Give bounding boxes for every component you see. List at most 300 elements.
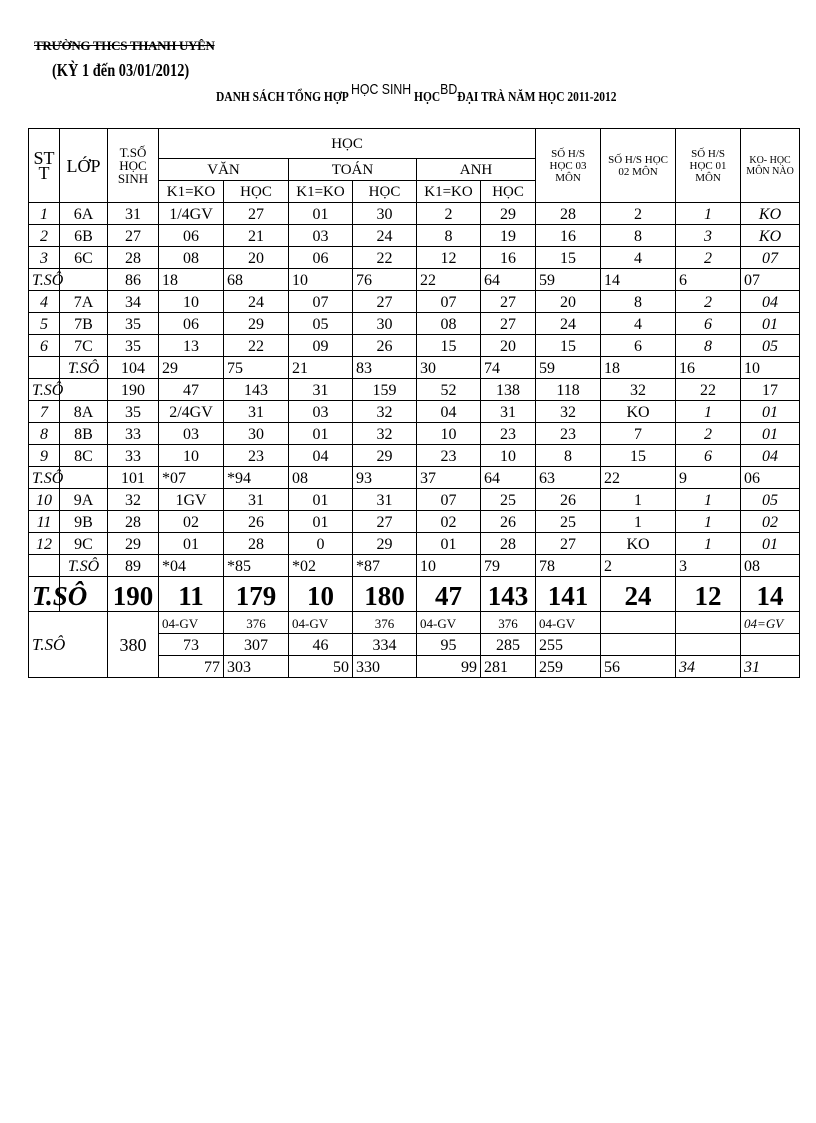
title-part-d: BD: [440, 81, 458, 98]
value-cell: 3: [676, 225, 741, 247]
table-row: [29, 423, 800, 445]
value-cell: 04: [741, 291, 800, 313]
value-cell: 03: [289, 225, 353, 247]
value-cell: 35: [108, 401, 159, 423]
class-cell: 8C: [60, 445, 108, 467]
stt-cell: [29, 555, 60, 577]
value-cell: 143: [481, 577, 536, 612]
value-cell: 9: [676, 467, 741, 489]
value-cell: 1: [601, 511, 676, 533]
value-cell: 35: [108, 335, 159, 357]
value-cell: 32: [353, 423, 417, 445]
stt-cell: T.SÔ: [29, 577, 60, 612]
value-cell: 101: [108, 467, 159, 489]
value-cell: *85: [224, 555, 289, 577]
value-cell: 2: [601, 555, 676, 577]
value-cell: 04: [289, 445, 353, 467]
value-cell: 14: [741, 577, 800, 612]
value-cell: 07: [289, 291, 353, 313]
period-label: (KỲ 1 đến 03/01/2012): [52, 60, 190, 80]
value-cell: 28: [224, 533, 289, 555]
value-cell: 59: [536, 357, 601, 379]
col-stt: ST T: [29, 129, 60, 203]
value-cell: 10: [289, 269, 353, 291]
summary-table: [28, 128, 800, 678]
value-cell: 74: [481, 357, 536, 379]
final-cell: 330: [353, 656, 417, 678]
title-part-a: DANH SÁCH TỔNG HỢP: [216, 90, 349, 105]
value-cell: 32: [108, 489, 159, 511]
value-cell: 19: [481, 225, 536, 247]
value-cell: 22: [676, 379, 741, 401]
value-cell: 06: [159, 313, 224, 335]
value-cell: 10: [159, 291, 224, 313]
stt-cell: T.SÔ: [29, 379, 60, 401]
final-cell: 34: [676, 656, 741, 678]
value-cell: 28: [108, 247, 159, 269]
value-cell: 138: [481, 379, 536, 401]
value-cell: 75: [224, 357, 289, 379]
value-cell: 6: [601, 335, 676, 357]
page-title: [216, 81, 617, 106]
class-cell: 7C: [60, 335, 108, 357]
value-cell: 22: [353, 247, 417, 269]
class-cell: 6C: [60, 247, 108, 269]
value-cell: 01: [289, 489, 353, 511]
table-row: [29, 247, 800, 269]
value-cell: 31: [353, 489, 417, 511]
stt-cell: 9: [29, 445, 60, 467]
final-cell: 376: [224, 612, 289, 634]
stt-cell: 5: [29, 313, 60, 335]
value-cell: 04: [417, 401, 481, 423]
value-cell: 159: [353, 379, 417, 401]
value-cell: 02: [417, 511, 481, 533]
value-cell: 10: [289, 577, 353, 612]
table-row: [29, 379, 800, 401]
table-row: [29, 335, 800, 357]
value-cell: 59: [536, 269, 601, 291]
value-cell: 15: [601, 445, 676, 467]
value-cell: 29: [159, 357, 224, 379]
final-cell: [676, 634, 741, 656]
value-cell: 08: [741, 555, 800, 577]
value-cell: 33: [108, 423, 159, 445]
final-cell: [601, 634, 676, 656]
value-cell: 26: [481, 511, 536, 533]
final-cell: 46: [289, 634, 353, 656]
value-cell: 29: [353, 533, 417, 555]
stt-cell: 1: [29, 203, 60, 225]
value-cell: 29: [353, 445, 417, 467]
value-cell: 22: [224, 335, 289, 357]
table-row: [29, 489, 800, 511]
value-cell: 01: [741, 423, 800, 445]
final-total: 380: [108, 612, 159, 678]
value-cell: 1: [601, 489, 676, 511]
title-part-b: HỌC SINH: [351, 81, 412, 98]
value-cell: 07: [741, 269, 800, 291]
value-cell: 28: [481, 533, 536, 555]
value-cell: 86: [108, 269, 159, 291]
value-cell: 11: [159, 577, 224, 612]
value-cell: *94: [224, 467, 289, 489]
value-cell: 25: [536, 511, 601, 533]
final-cell: 376: [353, 612, 417, 634]
value-cell: 31: [224, 401, 289, 423]
col-so3: SỐ H/S HỌC 03 MÔN: [536, 129, 601, 203]
value-cell: 64: [481, 269, 536, 291]
col-tso: T.SỐ HỌC SINH: [108, 129, 159, 203]
value-cell: 143: [224, 379, 289, 401]
value-cell: 15: [417, 335, 481, 357]
value-cell: 31: [289, 379, 353, 401]
col-anh: ANH: [417, 159, 536, 181]
value-cell: 27: [353, 291, 417, 313]
stt-cell: 12: [29, 533, 60, 555]
class-cell: 7A: [60, 291, 108, 313]
value-cell: 10: [741, 357, 800, 379]
value-cell: 01: [289, 511, 353, 533]
value-cell: KO: [741, 203, 800, 225]
value-cell: 29: [224, 313, 289, 335]
value-cell: 31: [224, 489, 289, 511]
value-cell: 01: [289, 423, 353, 445]
value-cell: 1GV: [159, 489, 224, 511]
value-cell: 29: [481, 203, 536, 225]
stt-cell: [29, 357, 60, 379]
value-cell: 24: [536, 313, 601, 335]
value-cell: 01: [159, 533, 224, 555]
final-cell: 31: [741, 656, 800, 678]
value-cell: 190: [108, 379, 159, 401]
value-cell: 35: [108, 313, 159, 335]
value-cell: 2: [417, 203, 481, 225]
value-cell: 26: [224, 511, 289, 533]
final-cell: 77: [159, 656, 224, 678]
table-row: [29, 313, 800, 335]
value-cell: 01: [417, 533, 481, 555]
value-cell: 16: [481, 247, 536, 269]
final-label: T.SÔ: [29, 612, 108, 678]
class-cell: 9B: [60, 511, 108, 533]
value-cell: 23: [481, 423, 536, 445]
col-toan-k1: K1=KO: [289, 181, 353, 203]
value-cell: 1: [676, 203, 741, 225]
table-row: [29, 269, 800, 291]
value-cell: 8: [676, 335, 741, 357]
value-cell: 08: [289, 467, 353, 489]
value-cell: 03: [159, 423, 224, 445]
value-cell: 32: [536, 401, 601, 423]
final-cell: 281: [481, 656, 536, 678]
value-cell: 93: [353, 467, 417, 489]
value-cell: 01: [289, 203, 353, 225]
value-cell: 3: [676, 555, 741, 577]
value-cell: 6: [676, 445, 741, 467]
value-cell: 22: [601, 467, 676, 489]
value-cell: 20: [224, 247, 289, 269]
value-cell: 24: [601, 577, 676, 612]
value-cell: 07: [417, 291, 481, 313]
final-cell: 255: [536, 634, 601, 656]
stt-cell: T.SÔ: [29, 269, 60, 291]
value-cell: 104: [108, 357, 159, 379]
value-cell: 16: [536, 225, 601, 247]
value-cell: 29: [108, 533, 159, 555]
value-cell: 2: [676, 291, 741, 313]
value-cell: KO: [601, 533, 676, 555]
col-ko: KO- HỌC MÔN NÀO: [741, 129, 800, 203]
value-cell: 02: [741, 511, 800, 533]
value-cell: 27: [224, 203, 289, 225]
value-cell: 27: [353, 511, 417, 533]
value-cell: 34: [108, 291, 159, 313]
final-cell: 04-GV: [417, 612, 481, 634]
value-cell: 28: [108, 511, 159, 533]
value-cell: 4: [601, 247, 676, 269]
value-cell: 141: [536, 577, 601, 612]
value-cell: 76: [353, 269, 417, 291]
final-cell: [601, 612, 676, 634]
col-anh-k1: K1=KO: [417, 181, 481, 203]
value-cell: 06: [159, 225, 224, 247]
final-cell: [676, 612, 741, 634]
value-cell: 26: [353, 335, 417, 357]
value-cell: 09: [289, 335, 353, 357]
value-cell: 15: [536, 335, 601, 357]
value-cell: 22: [417, 269, 481, 291]
value-cell: 89: [108, 555, 159, 577]
col-hoc: HỌC: [159, 129, 536, 159]
value-cell: 27: [536, 533, 601, 555]
value-cell: 180: [353, 577, 417, 612]
value-cell: 01: [741, 313, 800, 335]
value-cell: 31: [481, 401, 536, 423]
value-cell: 21: [289, 357, 353, 379]
title-part-e: ĐẠI TRÀ NĂM HỌC 2011-2012: [457, 90, 617, 105]
value-cell: 23: [536, 423, 601, 445]
value-cell: KO: [741, 225, 800, 247]
value-cell: 26: [536, 489, 601, 511]
table-row: [29, 511, 800, 533]
title-part-c: HỌC: [414, 90, 441, 105]
value-cell: 6: [676, 313, 741, 335]
value-cell: 179: [224, 577, 289, 612]
value-cell: 05: [741, 489, 800, 511]
value-cell: 47: [417, 577, 481, 612]
value-cell: *07: [159, 467, 224, 489]
class-cell: [60, 379, 108, 401]
value-cell: *87: [353, 555, 417, 577]
value-cell: 32: [353, 401, 417, 423]
value-cell: 20: [536, 291, 601, 313]
class-cell: [60, 467, 108, 489]
final-cell: 259: [536, 656, 601, 678]
final-cell: 04=GV: [741, 612, 800, 634]
stt-cell: 10: [29, 489, 60, 511]
stt-cell: 4: [29, 291, 60, 313]
value-cell: 08: [417, 313, 481, 335]
class-cell: 6B: [60, 225, 108, 247]
final-cell: 334: [353, 634, 417, 656]
final-cell: 04-GV: [289, 612, 353, 634]
value-cell: 7: [601, 423, 676, 445]
value-cell: 0: [289, 533, 353, 555]
value-cell: 83: [353, 357, 417, 379]
table-row: [29, 577, 800, 612]
value-cell: KO: [601, 401, 676, 423]
value-cell: 13: [159, 335, 224, 357]
final-cell: 56: [601, 656, 676, 678]
final-cell: 99: [417, 656, 481, 678]
value-cell: 118: [536, 379, 601, 401]
value-cell: 68: [224, 269, 289, 291]
final-cell: 73: [159, 634, 224, 656]
value-cell: 01: [741, 533, 800, 555]
table-row: [29, 291, 800, 313]
value-cell: 15: [536, 247, 601, 269]
value-cell: 02: [159, 511, 224, 533]
final-cell: 285: [481, 634, 536, 656]
final-cell: 307: [224, 634, 289, 656]
stt-cell: 6: [29, 335, 60, 357]
value-cell: 47: [159, 379, 224, 401]
final-cell: 376: [481, 612, 536, 634]
value-cell: 07: [741, 247, 800, 269]
stt-cell: 7: [29, 401, 60, 423]
value-cell: 64: [481, 467, 536, 489]
value-cell: 06: [741, 467, 800, 489]
value-cell: 8: [417, 225, 481, 247]
value-cell: 32: [601, 379, 676, 401]
value-cell: 2: [601, 203, 676, 225]
value-cell: *02: [289, 555, 353, 577]
class-cell: [60, 269, 108, 291]
value-cell: 12: [676, 577, 741, 612]
stt-cell: 2: [29, 225, 60, 247]
value-cell: 18: [601, 357, 676, 379]
value-cell: 27: [108, 225, 159, 247]
col-so1: SỐ H/S HỌC 01 MÔN: [676, 129, 741, 203]
value-cell: 04: [741, 445, 800, 467]
class-cell: 8A: [60, 401, 108, 423]
value-cell: 01: [741, 401, 800, 423]
stt-cell: 8: [29, 423, 60, 445]
value-cell: 78: [536, 555, 601, 577]
value-cell: 03: [289, 401, 353, 423]
value-cell: 23: [224, 445, 289, 467]
value-cell: 8: [601, 291, 676, 313]
value-cell: 63: [536, 467, 601, 489]
value-cell: 2: [676, 423, 741, 445]
stt-cell: 11: [29, 511, 60, 533]
value-cell: 6: [676, 269, 741, 291]
table-row: [29, 467, 800, 489]
class-cell: 7B: [60, 313, 108, 335]
class-cell: 6A: [60, 203, 108, 225]
final-cell: 04-GV: [536, 612, 601, 634]
value-cell: 8: [536, 445, 601, 467]
class-cell: 9A: [60, 489, 108, 511]
value-cell: *04: [159, 555, 224, 577]
value-cell: 1: [676, 533, 741, 555]
value-cell: 33: [108, 445, 159, 467]
value-cell: 37: [417, 467, 481, 489]
value-cell: 190: [108, 577, 159, 612]
value-cell: 08: [159, 247, 224, 269]
col-so2: SỐ H/S HỌC 02 MÔN: [601, 129, 676, 203]
value-cell: 79: [481, 555, 536, 577]
value-cell: 06: [289, 247, 353, 269]
value-cell: 1: [676, 401, 741, 423]
class-cell: 8B: [60, 423, 108, 445]
value-cell: 20: [481, 335, 536, 357]
col-anh-hoc: HỌC: [481, 181, 536, 203]
class-cell: T.SÔ: [60, 555, 108, 577]
value-cell: 2/4GV: [159, 401, 224, 423]
value-cell: 27: [481, 313, 536, 335]
table-row: [29, 357, 800, 379]
value-cell: 21: [224, 225, 289, 247]
value-cell: 12: [417, 247, 481, 269]
value-cell: 30: [353, 203, 417, 225]
value-cell: 25: [481, 489, 536, 511]
value-cell: 10: [481, 445, 536, 467]
value-cell: 27: [481, 291, 536, 313]
class-cell: 9C: [60, 533, 108, 555]
value-cell: 14: [601, 269, 676, 291]
value-cell: 16: [676, 357, 741, 379]
table-row: [29, 533, 800, 555]
class-cell: T.SÔ: [60, 357, 108, 379]
col-van-k1: K1=KO: [159, 181, 224, 203]
value-cell: 17: [741, 379, 800, 401]
table-row: [29, 555, 800, 577]
value-cell: 23: [417, 445, 481, 467]
value-cell: 1: [676, 511, 741, 533]
value-cell: 05: [289, 313, 353, 335]
value-cell: 30: [417, 357, 481, 379]
value-cell: 31: [108, 203, 159, 225]
col-toan: TOÁN: [289, 159, 417, 181]
value-cell: 8: [601, 225, 676, 247]
value-cell: 05: [741, 335, 800, 357]
final-cell: 303: [224, 656, 289, 678]
value-cell: 10: [159, 445, 224, 467]
final-cell: 50: [289, 656, 353, 678]
value-cell: 2: [676, 247, 741, 269]
value-cell: 30: [224, 423, 289, 445]
table-row: [29, 445, 800, 467]
col-lop: LỚP: [60, 129, 108, 203]
value-cell: 10: [417, 555, 481, 577]
stt-cell: 3: [29, 247, 60, 269]
final-cell: [741, 634, 800, 656]
value-cell: 1/4GV: [159, 203, 224, 225]
col-toan-hoc: HỌC: [353, 181, 417, 203]
school-name: TRƯỜNG THCS THANH UYÊN: [34, 38, 215, 53]
value-cell: 18: [159, 269, 224, 291]
value-cell: 07: [417, 489, 481, 511]
value-cell: 52: [417, 379, 481, 401]
col-van: VĂN: [159, 159, 289, 181]
value-cell: 1: [676, 489, 741, 511]
table-row: [29, 225, 800, 247]
table-row: [29, 401, 800, 423]
col-van-hoc: HỌC: [224, 181, 289, 203]
final-cell: 04-GV: [159, 612, 224, 634]
